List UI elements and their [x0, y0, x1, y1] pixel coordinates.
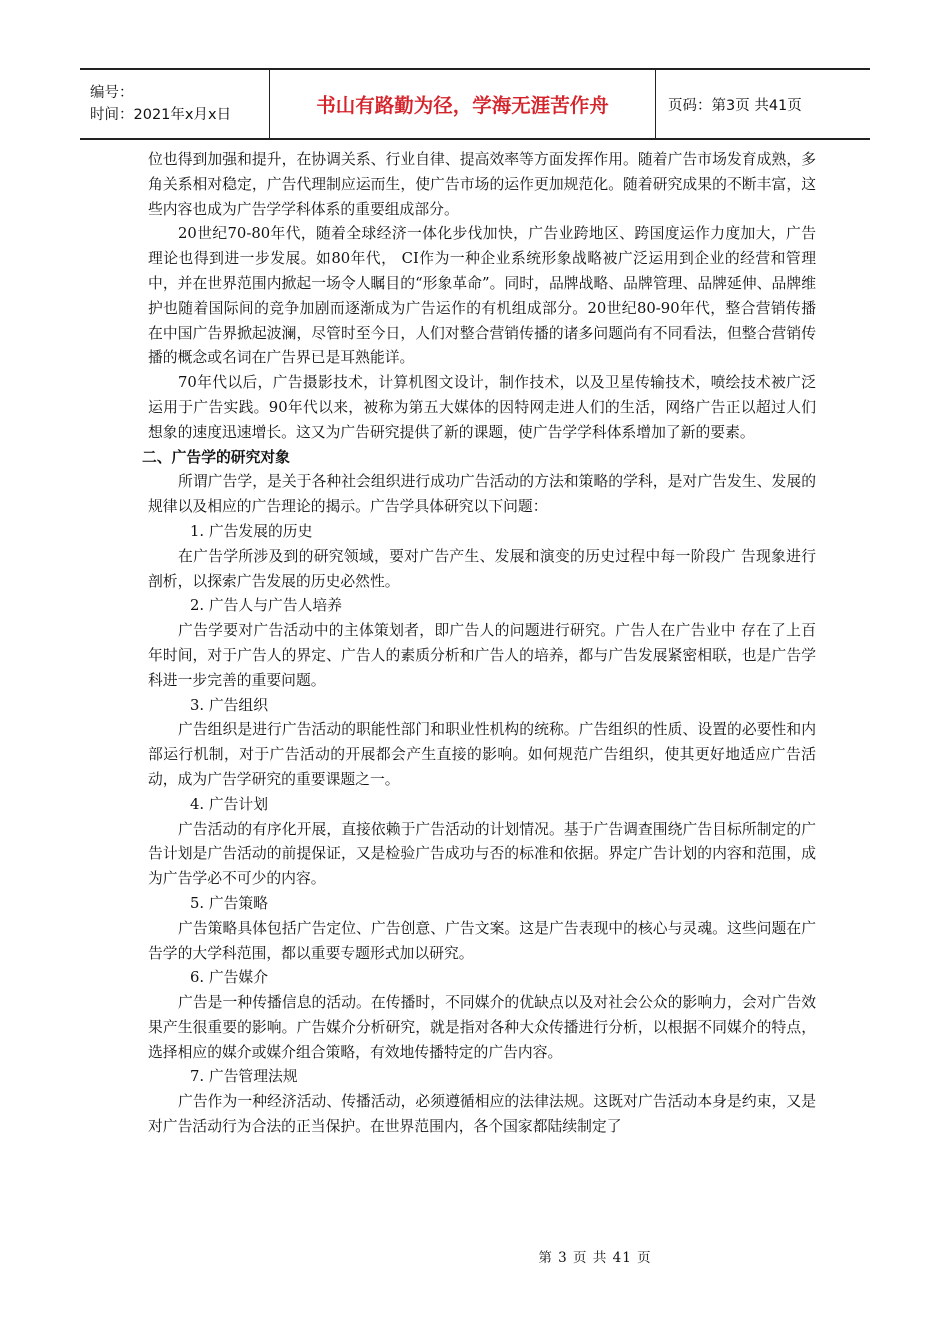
footer-page-number: 第 3 页 共 41 页 [538, 1250, 652, 1266]
body-paragraph: 位也得到加强和提升，在协调关系、行业自律、提高效率等方面发挥作用。随着广告市场发育成熟，多角关系相对稳定，广告代理制应运而生，使广告市场的运作更加规范化。随着研究成果的不断丰富，这些内容也成为广告学学科体系的重要组成部分。 [148, 151, 816, 218]
subsection-title: 1. 广告发展的历史 [190, 522, 313, 540]
subsection-title: 6. 广告媒介 [190, 969, 269, 987]
page-header [80, 68, 870, 140]
body-paragraph: 广告活动的有序化开展，直接依赖于广告活动的计划情况。基于广告调查围绕广告目标所制定的广告计划是广告活动的前提保证，又是检验广告成功与否的标准和依据。界定广告计划的内容和范围，成为广告学必不可少的内容。 [148, 820, 816, 888]
body-paragraph: 所谓广告学，是关于各种社会组织进行成功广告活动的方法和策略的学科，是对广告发生、发展的规律以及相应的广告理论的揭示。广告学具体研究以下问题： [148, 473, 816, 516]
page-footer [0, 1246, 950, 1266]
header-motto [270, 70, 656, 138]
subsection-title: 3. 广告组织 [190, 696, 269, 714]
document-body [142, 148, 816, 1140]
subsection-title: 4. 广告计划 [190, 795, 269, 813]
body-paragraph: 广告作为一种经济活动、传播活动，必须遵循相应的法律法规。这既对广告活动本身是约束，又是对广告活动行为合法的正当保护。在世界范围内，各个国家都陆续制定了 [148, 1093, 816, 1136]
body-paragraph: 广告学要对广告活动中的主体策划者，即广告人的问题进行研究。广告人在广告业中 存在了上百年时间，对于广告人的界定、广告人的素质分析和广告人的培养，都与广告发展紧密相联，也是广告学科进一步完善的重要问题。 [148, 622, 816, 689]
header-meta [80, 70, 270, 138]
motto-text: 书山有路勤为径，学海无涯苦作舟 [316, 94, 609, 117]
body-paragraph: 广告策略具体包括广告定位、广告创意、广告文案。这是广告表现中的核心与灵魂。这些问题在广告学的大学科范围，都以重要专题形式加以研究。 [148, 919, 816, 962]
body-paragraph: 广告是一种传播信息的活动。在传播时，不同媒介的优缺点以及对社会公众的影响力，会对广告效果产生很重要的影响。广告媒介分析研究，就是指对各种大众传播进行分析，以根据不同媒介的特点，选择相应的媒介或媒介组合策略，有效地传播特定的广告内容。 [148, 994, 816, 1061]
document-number-label: 编号： [90, 85, 134, 101]
document-date: 时间：2021年x月x日 [90, 107, 232, 123]
body-paragraph: 70年代以后，广告摄影技术，计算机图文设计，制作技术，以及卫星传输技术，喷绘技术被广泛运用于广告实践。90年代以来，被称为第五大媒体的因特网走进人们的生活，网络广告正以超过人们想象的速度迅速增长。这又为广告研究提供了新的课题，使广告学学科体系增加了新的要素。 [148, 374, 816, 441]
subsection-title: 7. 广告管理法规 [190, 1068, 298, 1086]
section-heading: 二、广告学的研究对象 [142, 448, 290, 466]
subsection-title: 2. 广告人与广告人培养 [190, 597, 342, 615]
subsection-title: 5. 广告策略 [190, 894, 269, 912]
body-paragraph: 广告组织是进行广告活动的职能性部门和职业性机构的统称。广告组织的性质、设置的必要性和内部运行机制，对于广告活动的开展都会产生直接的影响。如何规范广告组织，使其更好地适应广告活动，成为广告学研究的重要课题之一。 [148, 721, 816, 788]
header-page-info [656, 70, 870, 138]
page-info-text: 页码：第3页 共41页 [668, 97, 802, 114]
body-paragraph: 20世纪70-80年代，随着全球经济一体化步伐加快，广告业跨地区、跨国度运作力度加大，广告理论也得到进一步发展。如80年代， CI作为一种企业系统形象战略被广泛运用到企业的经营和管理中，并在世界范围内掀起一场令人瞩目的“形象革命”。同时，品牌战略、品牌管理、品牌延伸、品牌维护也随着国际间的竞争加剧而逐渐成为广告运作的有机组成部分。20世纪80-90年代，整合营销传播在中国广告界掀起波澜，尽管时至今日，人们对整合营销传播的诸多问题尚有不同看法，但整合营销传播的概念或名词在广告界已是耳熟能详。 [148, 225, 816, 367]
body-paragraph: 在广告学所涉及到的研究领域，要对广告产生、发展和演变的历史过程中每一阶段广 告现象进行剖析，以探索广告发展的历史必然性。 [148, 547, 816, 590]
